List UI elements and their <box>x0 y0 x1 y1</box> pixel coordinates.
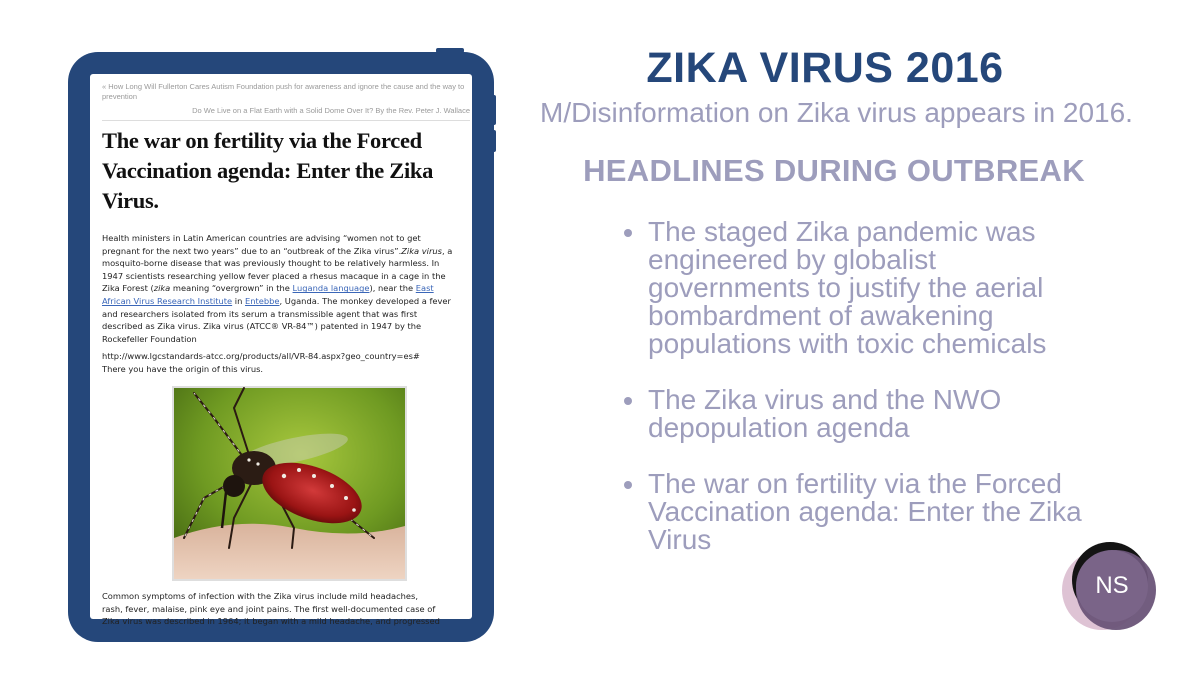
headline-list <box>620 218 1090 582</box>
tablet-volume-up-button <box>492 95 496 125</box>
body-line: rash, fever, malaise, pink eye and joint pains. The first well-documented case of <box>102 603 436 614</box>
body-line: Rockefeller Foundation <box>102 333 197 344</box>
bullet-icon <box>624 397 632 405</box>
next-post-link[interactable]: Do We Live on a Flat Earth with a Solid Dome Over It? By the Rev. Peter J. Wallace <box>192 106 470 115</box>
body-line: Common symptoms of infection with the Zika virus include mild headaches, <box>102 591 418 601</box>
slide-subtitle: M/Disinformation on Zika virus appears in 2016. <box>540 97 1133 128</box>
body-line: described as Zika virus. Zika virus (ATCC® VR-84™) patented in 1947 by the <box>102 321 422 332</box>
headline-item <box>620 470 1090 554</box>
tablet-screen <box>90 74 472 627</box>
body-line: pregnant for the next two years” due to an “outbreak of the Zika virus”.Zika virus, a <box>102 245 453 256</box>
entebbe-link[interactable]: Entebbe <box>244 295 280 306</box>
mosquito-illustration <box>174 388 405 579</box>
body-line: Zika Forest (zika meaning “overgrown” in the Luganda language), near the East <box>102 283 434 294</box>
slide-title: ZIKA VIRUS 2016 <box>646 44 1004 92</box>
east-link[interactable]: East <box>415 283 434 294</box>
source-url-block <box>102 350 474 375</box>
virus-research-institute-link[interactable]: African Virus Research Institute <box>102 295 233 306</box>
headline-item <box>620 386 1090 442</box>
luganda-language-link[interactable]: Luganda language <box>292 283 370 294</box>
source-url: http://www.lgcstandards-atcc.org/products/all/VR-84.aspx?geo_country=es# <box>102 351 420 361</box>
body-line: mosquito-borne disease that was previously thought to be relatively harmless. In <box>102 258 440 269</box>
tablet-power-button <box>436 48 464 53</box>
headline-text: The staged Zika pandemic was engineered by globalist governments to justify the aerial bombardment of awakening populations with toxic chemicals <box>648 216 1047 359</box>
mosquito-photo <box>172 386 407 581</box>
bullet-icon <box>624 481 632 489</box>
body-line: and researchers isolated from its serum a transmissible agent that was first <box>102 308 418 319</box>
bullet-icon <box>624 229 632 237</box>
article-body-continued <box>102 590 474 628</box>
origin-line: There you have the origin of this virus. <box>102 363 264 374</box>
divider <box>102 120 470 121</box>
previous-post-link[interactable]: « How Long Will Fullerton Cares Autism Foundation push for awareness and ignore the cause and the way to prevention <box>102 82 465 101</box>
body-line: 1947 scientists researching yellow fever placed a rhesus macaque in a cage in the <box>102 270 446 281</box>
tablet-volume-down-button <box>492 130 496 152</box>
headline-item <box>620 218 1090 358</box>
body-line: Health ministers in Latin American countries are advising “women not to get <box>102 233 421 243</box>
section-heading: HEADLINES DURING OUTBREAK <box>583 153 1085 188</box>
article-title: The war on fertility via the Forced Vaccination agenda: Enter the Zika Virus. <box>102 128 434 213</box>
article-body <box>102 232 474 345</box>
body-line: Zika virus was described in 1964; it began with a mild headache, and progressed <box>102 616 440 627</box>
headline-text: The war on fertility via the Forced Vaccination agenda: Enter the Zika Virus <box>648 468 1082 555</box>
body-line: African Virus Research Institute in Entebbe, Uganda. The monkey developed a fever <box>102 295 451 306</box>
headline-text: The Zika virus and the NWO depopulation agenda <box>648 384 1002 443</box>
logo-text: NS <box>1095 572 1129 599</box>
